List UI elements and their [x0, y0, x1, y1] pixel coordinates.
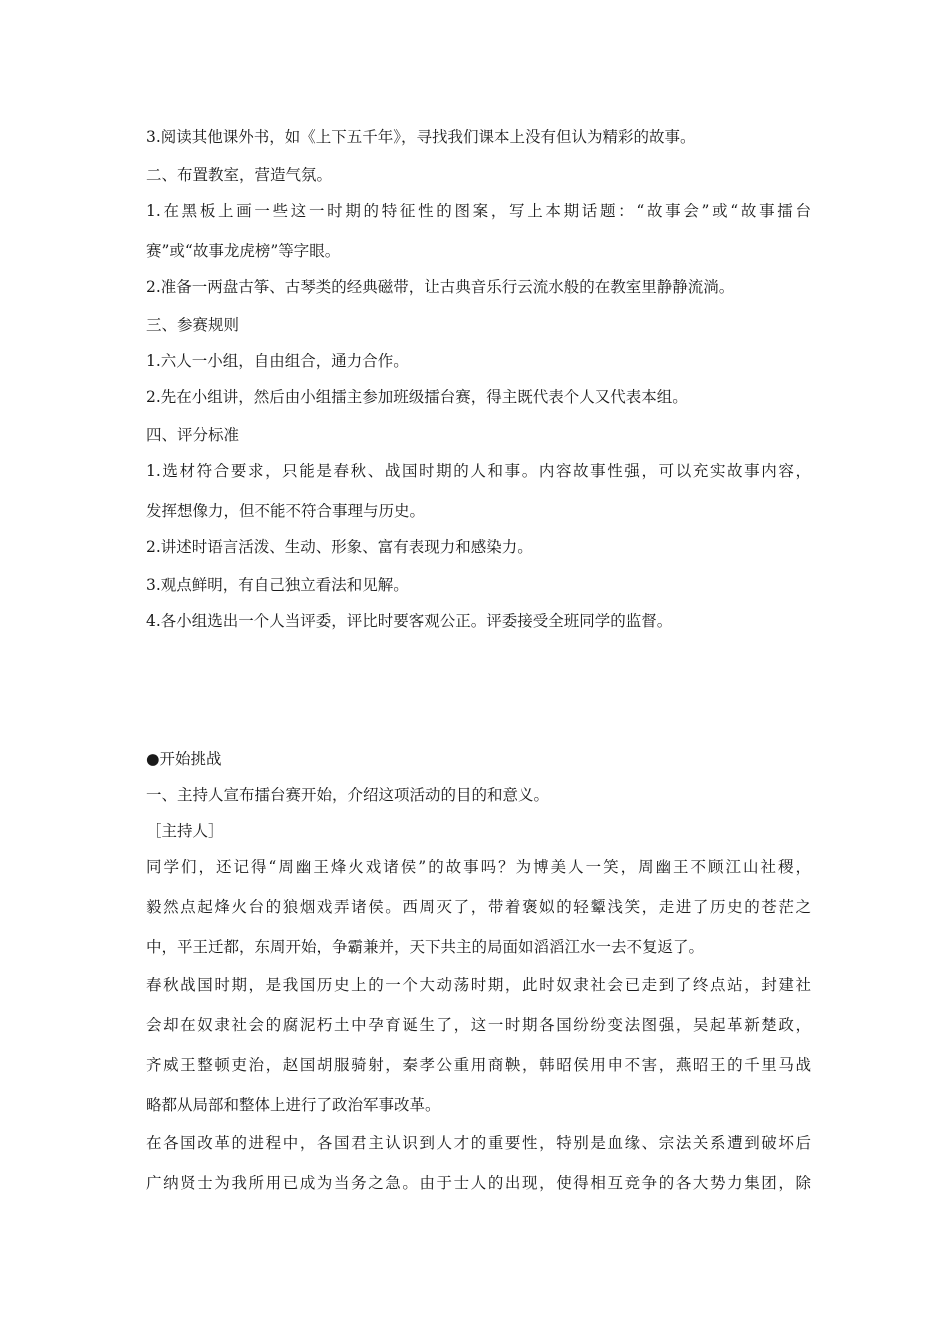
text-line: 3.阅读其他课外书，如《上下五千年》，寻找我们课本上没有但认为精彩的故事。 — [146, 128, 696, 146]
section-heading: 二、布置教室，营造气氛。 — [146, 166, 333, 184]
text-line: 毅然点起烽火台的狼烟戏弄诸侯。西周灭了，带着褒姒的轻颦浅笑，走进了历史的苍茫之 — [146, 898, 811, 916]
text-line: 1.六人一小组，自由组合，通力合作。 — [146, 352, 409, 370]
section-heading: ●开始挑战 — [146, 750, 222, 768]
text-line: 赛”或“故事龙虎榜”等字眼。 — [146, 242, 341, 260]
text-line: 2.讲述时语言活泼、生动、形象、富有表现力和感染力。 — [146, 538, 533, 556]
text-line: 同学们，还记得“周幽王烽火戏诸侯”的故事吗？为博美人一笑，周幽王不顾江山社稷， — [146, 858, 811, 876]
text-line: 2.准备一两盘古筝、古琴类的经典磁带，让古典音乐行云流水般的在教室里静静流淌。 — [146, 278, 735, 296]
section-heading: 三、参赛规则 — [146, 316, 240, 334]
text-line: 3.观点鲜明，有自己独立看法和见解。 — [146, 576, 409, 594]
text-line: 中，平王迁都，东周开始，争霸兼并，天下共主的局面如滔滔江水一去不复返了。 — [146, 938, 705, 956]
text-line: 广纳贤士为我所用已成为当务之急。由于士人的出现，使得相互竞争的各大势力集团，除 — [146, 1174, 811, 1192]
text-line: 发挥想像力，但不能不符合事理与历史。 — [146, 502, 426, 520]
text-line: 2.先在小组讲，然后由小组擂主参加班级擂台赛，得主既代表个人又代表本组。 — [146, 388, 688, 406]
text-line: 在各国改革的进程中，各国君主认识到人才的重要性，特别是血缘、宗法关系遭到破坏后 — [146, 1134, 811, 1152]
text-line: 齐威王整顿吏治，赵国胡服骑射，秦孝公重用商鞅，韩昭侯用申不害，燕昭王的千里马战 — [146, 1056, 811, 1074]
text-line: 1.在黑板上画一些这一时期的特征性的图案，写上本期话题：“故事会”或“故事擂台 — [146, 202, 811, 220]
text-line: 一、主持人宣布擂台赛开始，介绍这项活动的目的和意义。 — [146, 786, 550, 804]
text-line: 1.选材符合要求，只能是春秋、战国时期的人和事。内容故事性强，可以充实故事内容， — [146, 462, 811, 480]
speaker-label: ［主持人］ — [146, 822, 224, 840]
section-heading: 四、评分标准 — [146, 426, 240, 444]
text-line: 4.各小组选出一个人当评委，评比时要客观公正。评委接受全班同学的监督。 — [146, 612, 673, 630]
text-line: 会却在奴隶社会的腐泥朽土中孕育诞生了，这一时期各国纷纷变法图强，吴起革新楚政， — [146, 1016, 811, 1034]
text-line: 略都从局部和整体上进行了政治军事改革。 — [146, 1096, 441, 1114]
text-line: 春秋战国时期，是我国历史上的一个大动荡时期，此时奴隶社会已走到了终点站，封建社 — [146, 976, 811, 994]
